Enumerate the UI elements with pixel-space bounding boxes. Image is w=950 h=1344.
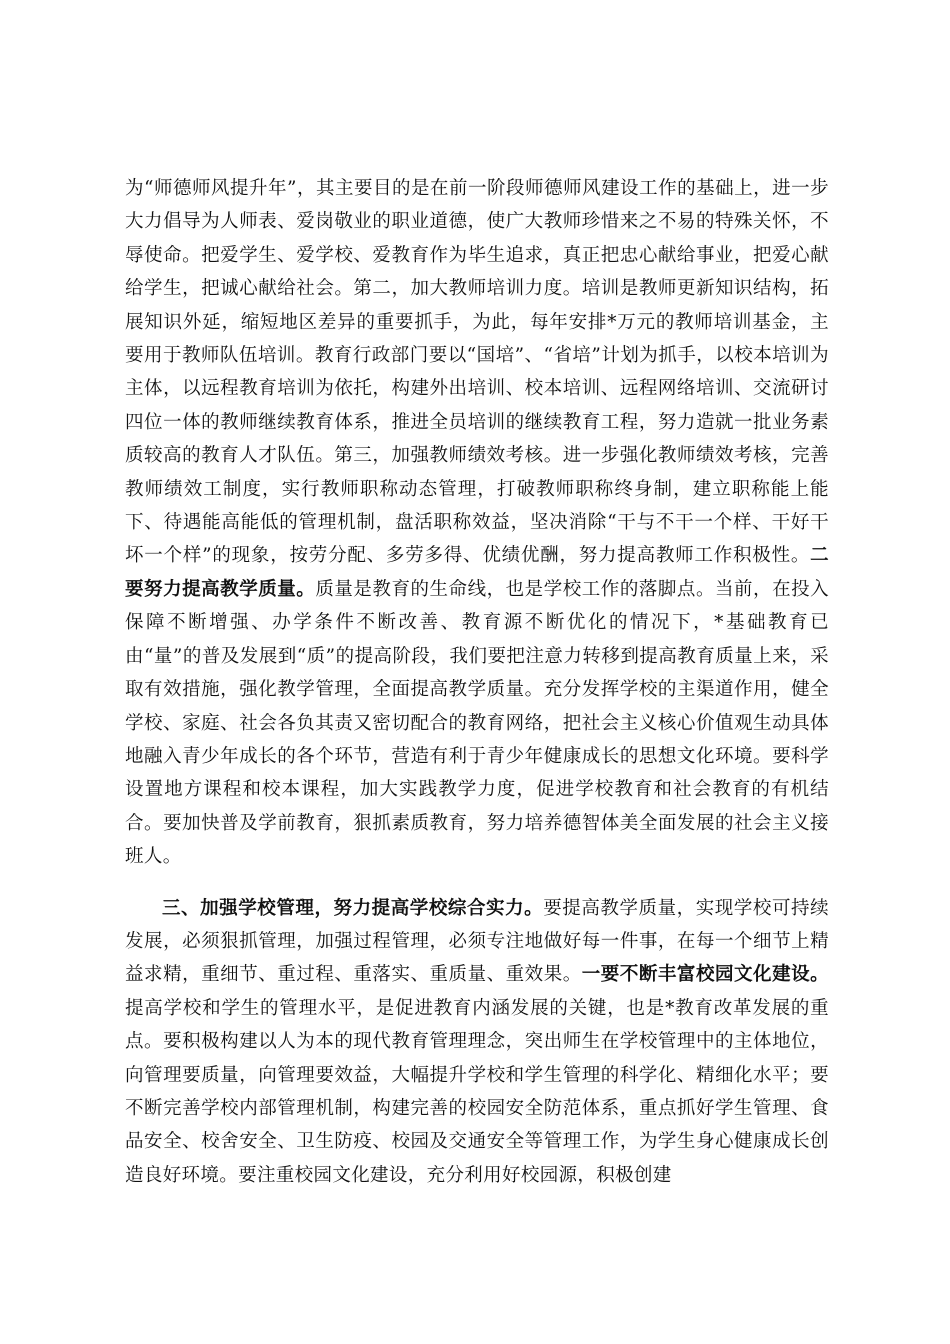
bold-subheading: 一要不断丰富校园文化建设。: [581, 964, 829, 986]
paragraph-text: 要提高教学质量，实现学校可持续发展，必须狠抓管理，加强过程管理，必须专注地做好每一件事，在每一个细节上精益求精，重细节、重过程、重落实、重质量、重效果。: [125, 897, 829, 986]
section-heading: 三、加强学校管理，努力提高学校综合实力。: [162, 897, 544, 919]
bold-subheading: 二要努力提高教学质量。: [125, 545, 829, 600]
paragraph-text: 质量是教育的生命线，也是学校工作的落脚点。当前，在投入保障不断增强、办学条件不断改善、教育源不断优化的情况下，*基础教育已由“量”的普及发展到“质”的提高阶段，我们要把注意力转移到提高教育质量上来，采取有效措施，强化教学管理，全面提高教学质量。充分发挥学校的主渠道作用，健全学校、家庭、社会各负其责又密切配合的教育网络，把社会主义核心价值观生动具体地融入青少年成长的各个环节，营造有利于青少年健康成长的思想文化环境。要科学设置地方课程和校本课程，加大实践教学力度，促进学校教育和社会教育的有机结合。要加快普及学前教育，狠抓素质教育，努力培养德智体美全面发展的社会主义接班人。: [125, 578, 829, 868]
document-body: [125, 172, 829, 1192]
paragraph-text: 提高学校和学生的管理水平，是促进教育内涵发展的关键，也是*教育改革发展的重点。要积极构建以人为本的现代教育管理理念，突出师生在学校管理中的主体地位，向管理要质量，向管理要效益，大幅提升学校和学生管理的科学化、精细化水平；要不断完善学校内部管理机制，构建完善的校园安全防范体系，重点抓好学生管理、食品安全、校舍安全、卫生防疫、校园及交通安全等管理工作，为学生身心健康成长创造良好环境。要注重校园文化建设，充分利用好校园源，积极创建: [125, 997, 829, 1186]
paragraph-continuation: [125, 172, 829, 874]
paragraph-section-three: [125, 892, 829, 1193]
paragraph-text: 为“师德师风提升年”，其主要目的是在前一阶段师德师风建设工作的基础上，进一步大力倡导为人师表、爱岗敬业的职业道德，使广大教师珍惜来之不易的特殊关怀，不辱使命。把爱学生、爱学校、爱教育作为毕生追求，真正把忠心献给事业，把爱心献给学生，把诚心献给社会。第二，加大教师培训力度。培训是教师更新知识结构，拓展知识外延，缩短地区差异的重要抓手，为此，每年安排*万元的教师培训基金，主要用于教师队伍培训。教育行政部门要以“国培”、“省培”计划为抓手，以校本培训为主体，以远程教育培训为依托，构建外出培训、校本培训、远程网络培训、交流研讨四位一体的教师继续教育体系，推进全员培训的继续教育工程，努力造就一批业务素质较高的教育人才队伍。第三，加强教师绩效考核。进一步强化教师绩效考核，完善教师绩效工制度，实行教师职称动态管理，打破教师职称终身制，建立职称能上能下、待遇能高能低的管理机制，盘活职称效益，坚决消除“干与不干一个样、干好干坏一个样”的现象，按劳分配、多劳多得、优绩优酬，努力提高教师工作积极性。: [125, 178, 829, 567]
